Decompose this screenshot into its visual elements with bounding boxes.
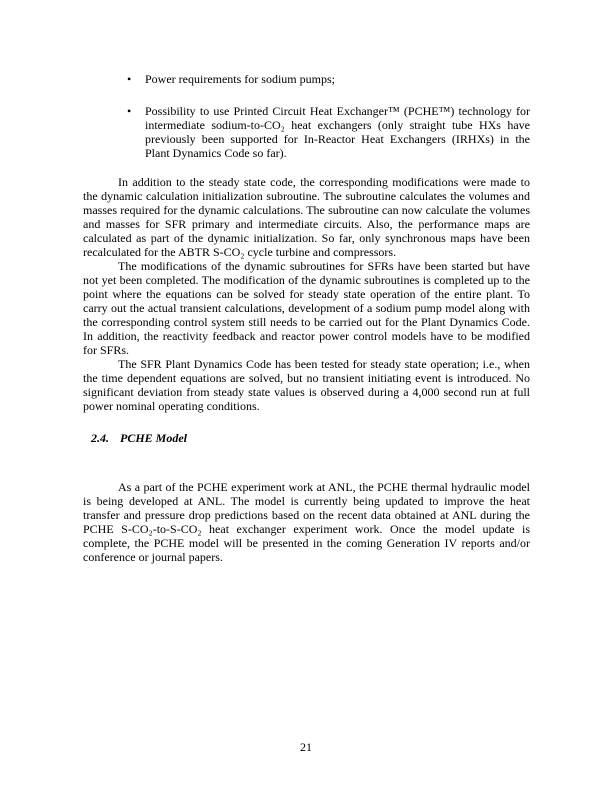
bullet-icon: • [127, 104, 132, 118]
bullet-item-text: Power requirements for sodium pumps; [145, 72, 335, 86]
section-heading [83, 431, 530, 445]
section-number: 2.4. [91, 431, 109, 445]
paragraph: In addition to the steady state code, the corresponding modifications were made to the dynamic calculation initialization subroutine. The subroutine calculates the volumes and masses required for the dynamic calculations. The subroutine can now calculate the volumes and masses for SFR primary and intermediate circuits. Also, the performance maps are calculated as part of the dynamic initialization. So far, only synchronous maps have been recalculated for the ABTR S-CO₂ cycle turbine and compressors. [83, 175, 530, 259]
bullet-list [83, 72, 530, 160]
paragraph: The SFR Plant Dynamics Code has been tested for steady state operation; i.e., when the time dependent equations are solved, but no transient initiating event is introduced. No significant deviation from steady state values is observed during a 4,000 second run at full power nominal operating conditions. [83, 357, 530, 413]
list-item [83, 104, 530, 160]
list-item [83, 72, 530, 86]
bullet-icon: • [127, 72, 132, 86]
paragraph: The modifications of the dynamic subroutines for SFRs have been started but have not yet been completed. The modification of the dynamic subroutines is completed up to the point where the equations can be solved for steady state operation of the entire plant. To carry out the actual transient calculations, development of a sodium pump model along with the corresponding control system still needs to be carried out for the Plant Dynamics Code. In addition, the reactivity feedback and reactor power control models have to be modified for SFRs. [83, 259, 530, 357]
section-title: PCHE Model [120, 431, 188, 445]
page-footer [0, 740, 612, 754]
bullet-item-text: Possibility to use Printed Circuit Heat Exchanger™ (PCHE™) technology for intermediate sodium-to-CO₂ heat exchangers (only straight tube HXs have previously been supported for In-Reactor Heat Exchangers (IRHXs) in the Plant Dynamics Code so far). [145, 104, 530, 160]
paragraph: As a part of the PCHE experiment work at ANL, the PCHE thermal hydraulic model is being developed at ANL. The model is currently being updated to improve the heat transfer and pressure drop predictions based on the recent data obtained at ANL during the PCHE S-CO₂-to-S-CO₂ heat exchanger experiment work. Once the model update is complete, the PCHE model will be presented in the coming Generation IV reports and/or conference or journal papers. [83, 480, 530, 564]
page-number: 21 [300, 740, 312, 754]
